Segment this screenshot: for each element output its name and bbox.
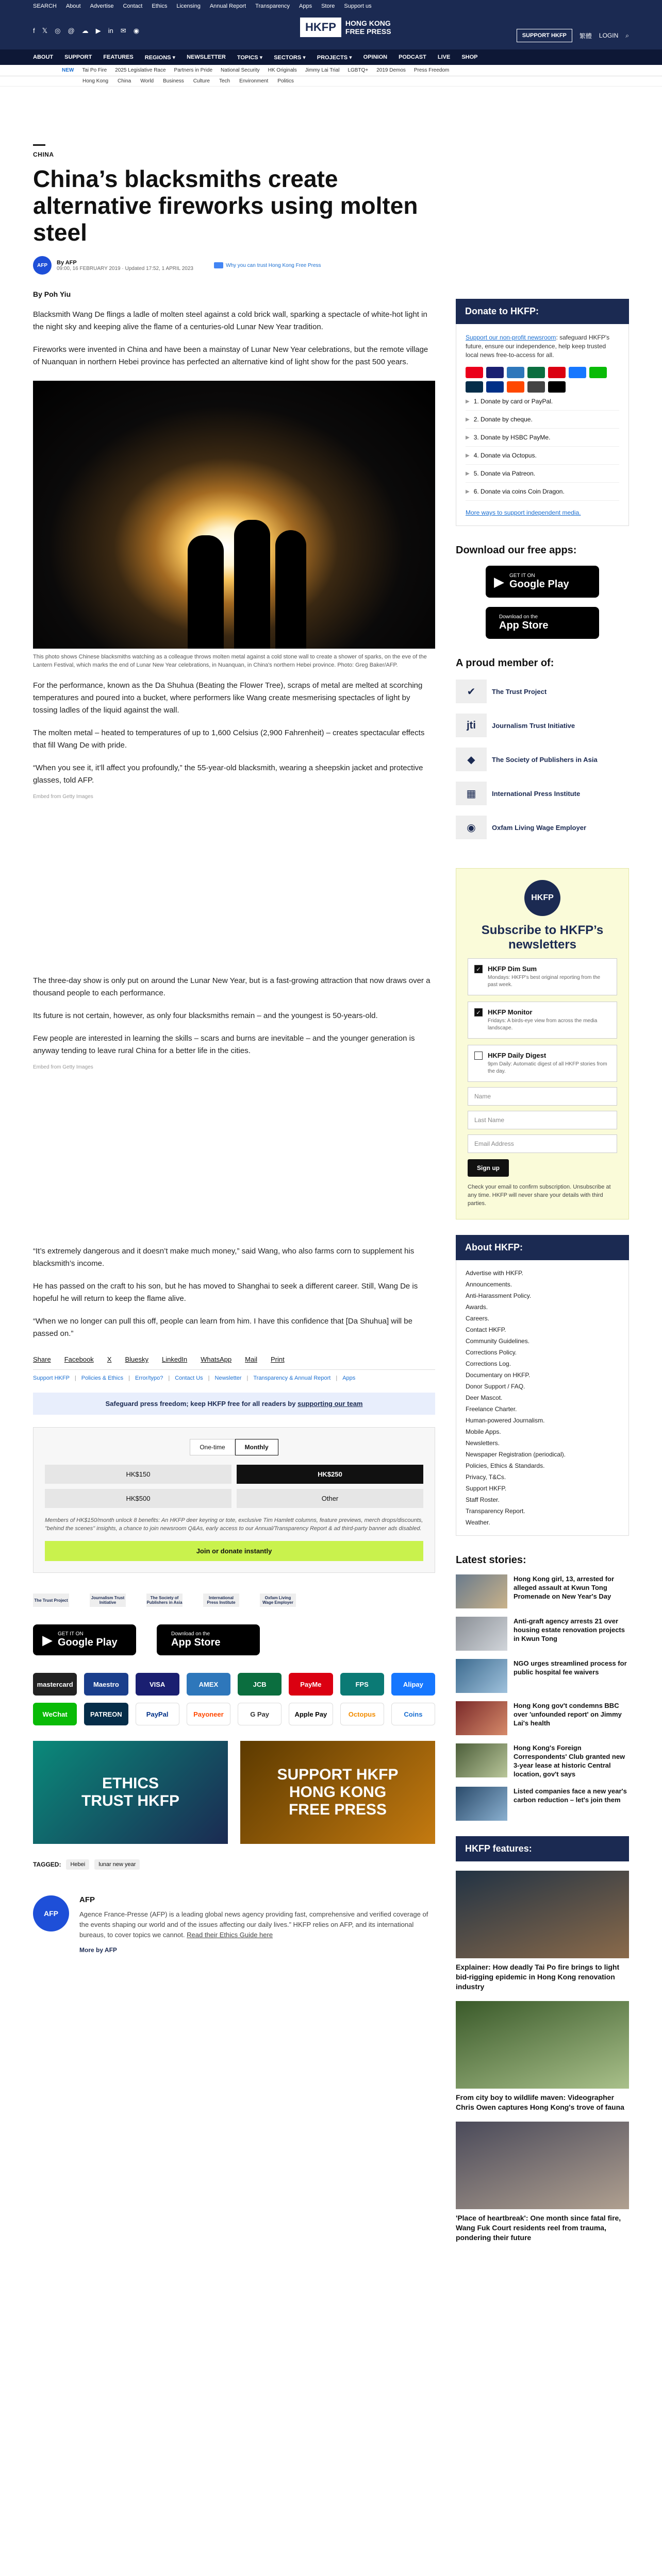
author-box-name[interactable]: AFP [79,1895,95,1904]
donate-lead: Support our non-profit newsroom: safeguard HKFP's future, ensure our independence, help keep trusted local news free-to-access for all. [466,334,610,359]
latest-story[interactable]: Hong Kong girl, 13, arrested for alleged assault at Kwun Tong Promenade on New Year's Day [456,1574,629,1608]
jcb-icon[interactable]: JCB [238,1673,282,1696]
about-item[interactable]: Staff Roster. [466,1496,500,1503]
about-heading: About HKFP: [456,1235,629,1260]
sopa-logo[interactable]: The Society of Publishers in Asia [146,1594,183,1607]
youtube-icon[interactable]: ▶ [95,27,101,35]
promo-banners [33,1741,435,1844]
sidebar [456,299,629,2243]
amount-grid [45,1465,423,1508]
article-paragraph: Blacksmith Wang De flings a ladle of molten steel against a cold brick wall, sparking a spectacle of white-hot light in the night sky and keeping alive the flame of a centuries-old Lunar New Year tradition. [33,310,427,331]
nav-about[interactable]: ABOUT [33,54,54,60]
footer-link[interactable]: Error/typo? [135,1375,163,1381]
logo-text: HONG KONG FREE PRESS [345,19,391,36]
app-badges [33,1624,435,1655]
latest-story[interactable]: Listed companies face a new year's carbon reduction – let's join them [456,1787,629,1821]
share-bar [33,1355,435,1370]
about-item[interactable]: Anti-Harassment Policy. [466,1292,532,1299]
rss-icon[interactable]: ◉ [133,27,140,35]
share-facebook[interactable]: Facebook [64,1355,94,1363]
tags-label: TAGGED: [33,1861,61,1868]
share-linkedin[interactable]: LinkedIn [162,1355,188,1363]
amount-option[interactable]: HK$150 [45,1465,231,1484]
section-item[interactable]: Business [163,78,184,84]
about-item[interactable]: Weather. [466,1519,490,1526]
patreon-icon [466,381,483,393]
mastercard-icon[interactable]: mastercard [33,1673,77,1696]
tag-list [33,1859,435,1870]
about-item[interactable]: Deer Mascot. [466,1394,503,1401]
visa-icon [486,367,504,378]
getty-embed[interactable]: Embed from Getty Images [33,794,93,800]
author-name[interactable]: By AFP [57,259,77,266]
fps-icon[interactable]: FPS [340,1673,384,1696]
payme-icon [548,367,566,378]
story-thumbnail [456,1574,507,1608]
article-paragraph: For the performance, known as the Da Shuhua (Beating the Flower Tree), scraps of metal are melted at scorching temperatures and poured into a bucket, where performers like Wang create mesmerising spectacles of light by tossing ladles of the liquid against the wall. [33,681,423,715]
category-rule [33,144,45,146]
about-item[interactable]: Transparency Report. [466,1507,525,1515]
article-date: 09:00, 16 FEBRUARY 2019 · Updated 17:52, 1 APRIL 2023 [57,265,193,272]
feature-story[interactable]: 'Place of heartbreak': One month since fatal fire, Wang Fuk Court residents reel from trauma, pondering their future [456,2122,629,2243]
google-news-icon [214,262,223,268]
maestro-icon[interactable]: Maestro [84,1673,128,1696]
frequency-toggle [45,1439,423,1455]
newsletter-badge: HKFP [524,880,560,916]
app-store-badge[interactable]: Download on the App Store [157,1624,260,1655]
nav-regions[interactable]: REGIONS ▾ [144,54,176,61]
blacksmith-silhouette [188,535,224,649]
last-name-input[interactable]: Last Name [468,1111,617,1129]
first-name-input[interactable]: Name [468,1087,617,1106]
chevron-right-icon: ▶ [466,416,470,422]
more-ways-link[interactable]: More ways to support independent media. [466,509,581,516]
threads-icon[interactable]: @ [68,27,75,35]
share-print[interactable]: Print [270,1355,285,1363]
about-item[interactable]: Freelance Charter. [466,1405,517,1413]
checkbox[interactable] [474,1052,483,1060]
mail-icon[interactable]: ✉ [120,27,126,35]
main-nav [0,49,662,65]
support-promo[interactable]: SUPPORT HKFP HONG KONG FREE PRESS [240,1741,435,1844]
article-paragraph: Few people are interested in learning the skills – scars and burns are inevitable – and the younger generation is anyway tending to leave rural China for a better life in the cities. [33,1034,415,1055]
visa-icon[interactable]: VISA [136,1673,179,1696]
donate-heading: Donate to HKFP: [456,299,629,324]
article-paragraph: “It’s extremely dangerous and it doesn’t make much money,” said Wang, who also farms corn to supplement his blacksmith’s income. [33,1247,415,1268]
gpay-icon[interactable]: G Pay [238,1703,282,1725]
trending-item[interactable]: Tai Po Fire [82,67,107,73]
applepay-icon[interactable]: Apple Pay [289,1703,333,1725]
alipay-icon[interactable]: Alipay [391,1673,435,1696]
donate-option[interactable]: ▶ 2. Donate by cheque. [466,411,619,429]
newsletter-note: Check your email to confirm subscription. Unsubscribe at any time. HKFP will never share your details with third parties. [468,1184,611,1207]
tag[interactable]: lunar new year [94,1859,140,1870]
embed-space [33,800,435,964]
amex-icon [507,367,524,378]
footer-link[interactable]: Apps [342,1375,356,1381]
section-item[interactable]: Environment [239,78,269,84]
google-play-badge[interactable]: ▶ GET IT ON Google Play [33,1624,136,1655]
alipay-icon [569,367,586,378]
topbar-about[interactable]: About [65,3,81,9]
play-icon: ▶ [42,1632,53,1648]
about-item[interactable]: Announcements. [466,1281,512,1288]
article-byline: By Poh Yiu [33,290,71,298]
topbar-store[interactable]: Store [321,3,335,9]
member-logos [33,1594,435,1607]
google-play-badge[interactable]: ▶ GET IT ON Google Play [486,566,599,598]
about-item[interactable]: Documentary on HKFP. [466,1371,531,1379]
wechat-icon [589,367,607,378]
footer-link[interactable]: Policies & Ethics [81,1375,124,1381]
article-paragraph: Its future is not certain, however, as only four blacksmiths remain – and the youngest is 50-years-old. [33,1011,378,1020]
topbar-transparency[interactable]: Transparency [255,3,290,9]
member-logo[interactable]: ◆ The Society of Publishers in Asia [456,748,629,771]
article [33,144,435,1954]
donate-widget [33,1427,435,1573]
topbar-advertise[interactable]: Advertise [90,3,114,9]
apps-heading: Download our free apps: [456,545,577,556]
one-time-tab[interactable]: One-time [190,1439,235,1455]
section-item[interactable]: Culture [193,78,210,84]
trust-project-logo[interactable]: The Trust Project [33,1594,69,1607]
nav-shop[interactable]: SHOP [461,54,478,60]
nav-sectors[interactable]: SECTORS ▾ [274,54,306,61]
about-item[interactable]: Support HKFP. [466,1485,507,1492]
article-paragraph: The molten metal – heated to temperatures of up to 1,600 Celsius (2,900 Fahrenheit) – creates spectacular effects that fill Wang De with pride. [33,728,425,750]
author-bio: Agence France-Presse (AFP) is a leading global news agency providing fast, comprehensive and verified coverage of the events shaping our world and of the issues affecting our daily lives.” HKFP relies on AFP, and its international bureaus, to cover topics we cannot. Read their Ethics Guide here [79,1910,428,1939]
article-paragraph: The three-day show is only put on around the Lunar New Year, but is a fast-growing attraction that now draws over a thousand people to each performance. [33,976,431,997]
story-thumbnail [456,1659,507,1693]
about-item[interactable]: Awards. [466,1303,488,1311]
embed-space [33,1070,435,1235]
member-logo[interactable]: ▦ International Press Institute [456,782,629,805]
section-item[interactable]: Hong Kong [82,78,109,84]
applepay-icon [548,381,566,393]
jcb-icon [527,367,545,378]
oxfam-logo[interactable]: Oxfam Living Wage Employer [260,1594,296,1607]
footer-link[interactable]: Contact Us [175,1375,203,1381]
jti-logo[interactable]: Journalism Trust Initiative [90,1594,126,1607]
amount-option[interactable]: HK$500 [45,1489,231,1508]
article-paragraph: Fireworks were invented in China and have been a mainstay of Lunar New Year celebrations, but the remote village of Nuanquan in northern Hebei province has perfected an alternative kind of light show for the past 500 years. [33,345,428,366]
gpay-icon [527,381,545,393]
nav-topics[interactable]: TOPICS ▾ [237,54,263,61]
author-box [33,1895,435,1954]
donate-option[interactable]: ▶ 3. Donate by HSBC PayMe. [466,429,619,447]
article-paragraph: “When we no longer can pull this off, people can learn from him. I have this confidence that [Da Shuhua] will be passed on.” [33,1317,412,1338]
story-thumbnail [456,1701,507,1735]
search-icon[interactable]: ⌕ [625,31,629,39]
latest-story[interactable]: Hong Kong's Foreign Correspondents' Club granted new 3-year lease at historic Central location, gov't says [456,1743,629,1778]
trust-link[interactable]: Why you can trust Hong Kong Free Press [214,262,321,268]
about-item[interactable]: Contact HKFP. [466,1326,506,1333]
getty-embed[interactable]: Embed from Getty Images [33,1064,93,1070]
newsletter-option[interactable]: ✓ HKFP Monitor Fridays: A birds-eye view from across the media landscape. [468,1002,617,1039]
ipi-icon: ▦ [456,782,487,805]
trending-item[interactable]: Jimmy Lai Trial [305,67,340,73]
oxfam-icon: ◉ [456,816,487,839]
trending-item[interactable]: HK Originals [268,67,297,73]
story-thumbnail [456,1617,507,1651]
newsletter-option[interactable]: HKFP Daily Digest 9pm Daily: Automatic digest of all HKFP stories from the day. [468,1045,617,1082]
about-item[interactable]: Corrections Log. [466,1360,511,1367]
email-input[interactable]: Email Address [468,1134,617,1153]
mastercard-icon [466,367,483,378]
paypal-icon [486,381,504,393]
member-benefits: Members of HK$150/month unlock 8 benefits: An HKFP deer keyring or tote, exclusive Tim Hamlett columns, feature previews, merch drops/discounts, "behind the scenes" insights, a chance to join newsroom Q&As, early access to our Annual/Transparency Report & ad third-party banner ads disabled. [45,1517,423,1532]
tag[interactable]: Hebei [66,1859,89,1870]
linkedin-icon[interactable]: in [108,27,113,35]
chevron-right-icon: ▶ [466,398,470,404]
chevron-right-icon: ▶ [466,434,470,440]
topbar-search[interactable]: SEARCH [33,3,57,9]
section-nav [0,76,662,87]
trending-item[interactable]: 2025 Legislative Race [115,67,166,73]
article-paragraph: “When you see it, it’ll affect you profoundly,” the 55-year-old blacksmith, wearing a sheepskin jacket and protective glasses, told AFP. [33,764,423,785]
patreon-icon[interactable]: PATREON [84,1703,128,1725]
instagram-icon[interactable]: ◎ [55,27,61,35]
support-hkfp-button[interactable]: SUPPORT HKFP [517,29,572,42]
new-badge: NEW [62,67,74,73]
amex-icon[interactable]: AMEX [187,1673,230,1696]
about-list [456,1260,629,1536]
article-meta [33,256,435,275]
nav-live[interactable]: LIVE [437,54,451,60]
facebook-icon[interactable]: f [33,27,35,35]
join-button[interactable]: Join or donate instantly [45,1541,423,1561]
about-item[interactable]: Corrections Policy. [466,1349,517,1356]
ethics-promo[interactable]: ETHICS TRUST HKFP [33,1741,228,1844]
share-mail[interactable]: Mail [245,1355,257,1363]
trending-item[interactable]: 2019 Demos [376,67,406,73]
topbar-licensing[interactable]: Licensing [176,3,201,9]
app-store-badge[interactable]: Download on the App Store [486,607,599,639]
topbar-support[interactable]: Support us [344,3,372,9]
support-team-link[interactable]: supporting our team [297,1400,363,1408]
signup-button[interactable]: Sign up [468,1159,509,1177]
article-paragraph: He has passed on the craft to his son, but he has moved to Shanghai to seek a different career. Still, Wang De is hopeful he will return to keep the flame alive. [33,1282,418,1303]
features-heading: HKFP features: [456,1836,629,1861]
header-actions [517,29,629,42]
nav-projects[interactable]: PROJECTS ▾ [317,54,352,61]
donate-panel [456,324,629,526]
share-x[interactable]: X [107,1355,112,1363]
checkbox-checked[interactable]: ✓ [474,1008,483,1016]
sopa-icon: ◆ [456,748,487,771]
topbar-annual-report[interactable]: Annual Report [209,3,246,9]
topbar-ethics[interactable]: Ethics [152,3,168,9]
story-thumbnail [456,1743,507,1777]
newsletter-option[interactable]: ✓ HKFP Dim Sum Mondays: HKFP's best original reporting from the past week. [468,958,617,995]
footer-link[interactable]: Newsletter [214,1375,242,1381]
feature-image [456,1871,629,1958]
feature-story[interactable]: Explainer: How deadly Tai Po fire brings to light bid-rigging epidemic in Hong Kong renovation industry [456,1871,629,1992]
article-photo [33,381,435,649]
amount-option-other[interactable]: Other [237,1489,423,1508]
article-title: China’s blacksmiths create alternative fireworks using molten steel [33,165,418,246]
nav-features[interactable]: FEATURES [103,54,134,60]
coins-icon[interactable]: Coins [391,1703,435,1725]
card-icons [466,367,619,393]
chevron-right-icon: ▶ [466,488,470,495]
section-item[interactable]: World [140,78,154,84]
more-by-author[interactable]: More by AFP [79,1946,117,1954]
story-thumbnail [456,1787,507,1821]
blacksmith-silhouette [234,520,270,649]
about-item[interactable]: Policies, Ethics & Standards. [466,1462,545,1469]
photo-caption: This photo shows Chinese blacksmiths watching as a colleague throws molten metal against a cold stone wall to create a shower of sparks, on the eve of the Lantern Festival, which marks the end of Lunar New Year celebrations, in Nuanquan, in China's northern Hebei province. Photo: Greg Baker/AFP. [33,654,427,668]
logo-mark: HKFP [300,18,341,37]
footer-link[interactable]: Transparency & Annual Report [253,1375,331,1381]
about-item[interactable]: Advertise with HKFP. [466,1269,523,1277]
bluesky-icon[interactable]: ☁ [81,27,89,35]
donate-option[interactable]: ▶ 5. Donate via Patreon. [466,465,619,483]
latest-heading: Latest stories: [456,1554,526,1566]
topbar [0,0,662,12]
newsletter-signup [456,868,629,1219]
payme-icon[interactable]: PayMe [289,1673,333,1696]
section-item[interactable]: Politics [277,78,294,84]
about-item[interactable]: Newsletters. [466,1439,500,1447]
checkbox-checked[interactable]: ✓ [474,965,483,973]
topbar-contact[interactable]: Contact [123,3,143,9]
member-logo[interactable]: ◉ Oxfam Living Wage Employer [456,816,629,839]
trending-item[interactable]: Partners in Pride [174,67,213,73]
site-logo[interactable] [300,18,391,37]
ipi-logo[interactable]: International Press Institute [203,1594,239,1607]
latest-story[interactable]: Hong Kong gov't condemns BBC over 'unfounded report' on Jimmy Lai's health [456,1701,629,1735]
member-heading: A proud member of: [456,657,554,669]
ethics-guide-link[interactable]: Read their Ethics Guide here [187,1931,273,1939]
member-logo[interactable]: ✔ The Trust Project [456,680,629,703]
trending-item[interactable]: LGBTQ+ [347,67,369,73]
chevron-right-icon: ▶ [466,452,470,459]
section-item[interactable]: Tech [219,78,230,84]
x-icon[interactable]: 𝕏 [42,27,48,35]
article-footer-links: Support HKFP | Policies & Ethics | Error/typo? | Contact Us | Newsletter | Transparency & Annual Report | Apps [33,1375,356,1381]
about-item[interactable]: Donor Support / FAQ. [466,1383,525,1390]
feature-story[interactable]: From city boy to wildlife maven: Videographer Chris Owen captures Hong Kong's trove of fauna [456,2001,629,2112]
login-link[interactable]: LOGIN [599,32,619,39]
about-item[interactable]: Privacy, T&Cs. [466,1473,506,1481]
nav-podcast[interactable]: PODCAST [399,54,426,60]
nav-support[interactable]: SUPPORT [64,54,92,60]
social-links [33,27,139,35]
amount-option-selected[interactable]: HK$250 [237,1465,423,1484]
about-item[interactable]: Human-powered Journalism. [466,1417,545,1424]
payment-methods [33,1673,435,1725]
trust-project-icon: ✔ [456,680,487,703]
article-category[interactable]: CHINA [33,151,54,158]
feature-image [456,2001,629,2089]
donate-option[interactable]: ▶ 6. Donate via coins Coin Dragon. [466,483,619,501]
payoneer-icon[interactable]: Payoneer [187,1703,230,1725]
safeguard-banner: Safeguard press freedom; keep HKFP free for all readers by supporting our team [33,1393,435,1415]
blacksmith-silhouette [275,530,306,649]
author-box-avatar[interactable]: AFP [33,1895,69,1931]
footer-link[interactable]: Support HKFP [33,1375,70,1381]
topbar-apps[interactable]: Apps [299,3,312,9]
share-bluesky[interactable]: Bluesky [125,1355,148,1363]
donate-option[interactable]: ▶ 1. Donate by card or PayPal. [466,393,619,411]
author-avatar[interactable]: AFP [33,256,52,275]
trending-item[interactable]: Press Freedom [413,67,450,73]
share-label: Share [33,1355,51,1363]
paypal-icon[interactable]: PayPal [136,1703,179,1725]
payoneer-icon [507,381,524,393]
section-item[interactable]: China [118,78,131,84]
chevron-right-icon: ▶ [466,470,470,477]
share-whatsapp[interactable]: WhatsApp [201,1355,232,1363]
about-item[interactable]: Mobile Apps. [466,1428,501,1435]
support-newsroom-link[interactable]: Support our non-profit newsroom [466,334,556,341]
language-switch[interactable]: 繁體 [579,32,592,40]
wechat-icon[interactable]: WeChat [33,1703,77,1725]
jti-icon: jti [456,714,487,737]
member-logo[interactable]: jti Journalism Trust Initiative [456,714,629,737]
about-item[interactable]: Newspaper Registration (periodical). [466,1451,566,1458]
monthly-tab[interactable]: Monthly [235,1439,278,1455]
trending-nav [0,65,662,76]
feature-image [456,2122,629,2209]
about-item[interactable]: Careers. [466,1315,490,1322]
newsletter-title: Subscribe to HKFP’s newsletters [481,923,604,952]
play-icon: ▶ [494,573,504,589]
trending-item[interactable]: National Security [221,67,260,73]
nav-opinion[interactable]: OPINION [363,54,388,60]
octopus-icon[interactable]: Octopus [340,1703,384,1725]
nav-newsletter[interactable]: NEWSLETTER [187,54,226,60]
about-item[interactable]: Community Guidelines. [466,1337,530,1345]
donate-option[interactable]: ▶ 4. Donate via Octopus. [466,447,619,465]
latest-story[interactable]: Anti-graft agency arrests 21 over housing estate renovation projects in Kwun Tong [456,1617,629,1651]
latest-story[interactable]: NGO urges streamlined process for public hospital fee waivers [456,1659,629,1693]
